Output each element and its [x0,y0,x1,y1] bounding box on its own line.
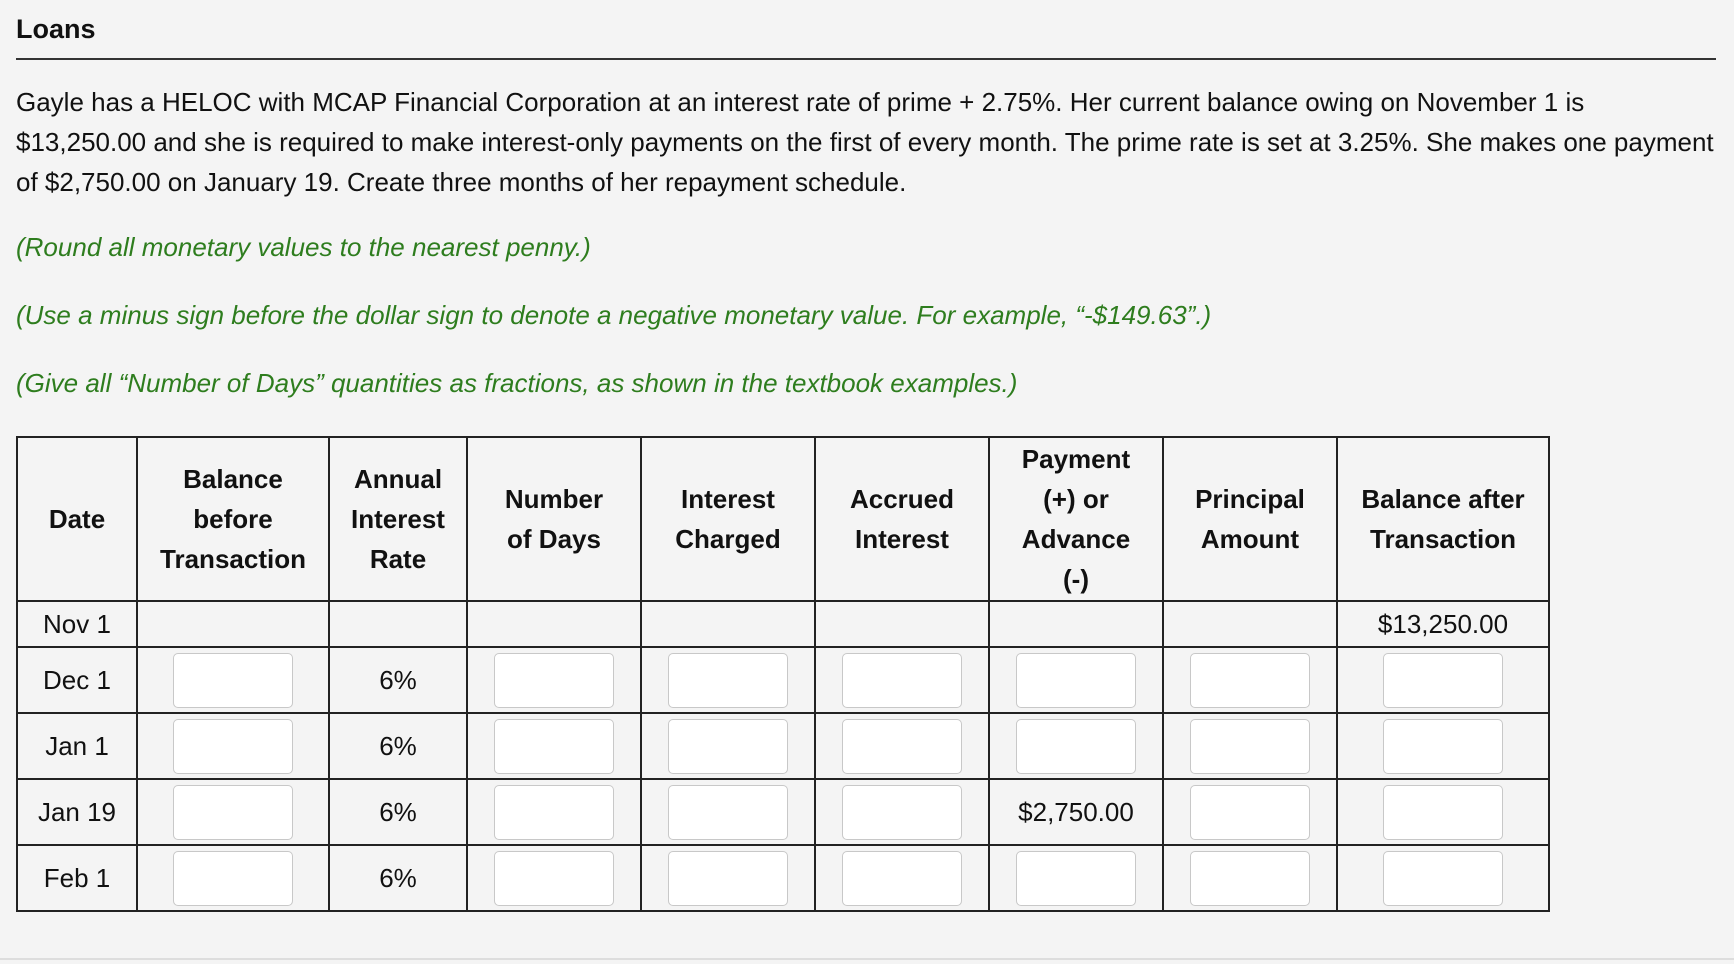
days-fraction-note: (Give all “Number of Days” quantities as fractions, as shown in the textbook examples.) [16,368,1018,398]
header-principal-amount: Principal Amount [1163,437,1337,601]
date-cell: Jan 1 [17,713,137,779]
payment-input[interactable] [1016,851,1136,906]
title-divider [16,58,1716,60]
table-row-feb-1 [17,845,1549,911]
table-header-row [17,437,1549,601]
interest-charged-input[interactable] [668,851,788,906]
interest-charged-input[interactable] [668,719,788,774]
accrued-interest-input[interactable] [842,785,962,840]
balance-after-input[interactable] [1383,653,1503,708]
negative-sign-note: (Use a minus sign before the dollar sign to denote a negative monetary value. For example, “-$149.63”.) [16,300,1212,330]
principal-cell [1163,601,1337,647]
principal-input[interactable] [1190,851,1310,906]
header-number-of-days: Number of Days [467,437,641,601]
header-accrued-interest: Accrued Interest [815,437,989,601]
principal-input[interactable] [1190,719,1310,774]
header-annual-rate: Annual Interest Rate [329,437,467,601]
balance-after-input[interactable] [1383,851,1503,906]
interest-charged-input[interactable] [668,653,788,708]
header-balance-before: Balance before Transaction [137,437,329,601]
rounding-note: (Round all monetary values to the nearest penny.) [16,232,591,262]
bottom-divider [0,958,1734,960]
header-balance-after: Balance after Transaction [1337,437,1549,601]
balance-after-input[interactable] [1383,785,1503,840]
date-cell: Feb 1 [17,845,137,911]
balance-after-cell: $13,250.00 [1337,601,1549,647]
days-input[interactable] [494,785,614,840]
principal-input[interactable] [1190,653,1310,708]
balance-after-input[interactable] [1383,719,1503,774]
repayment-schedule-table [16,436,1550,912]
table-row-jan-19 [17,779,1549,845]
balance-before-input[interactable] [173,719,293,774]
date-cell: Nov 1 [17,601,137,647]
header-date: Date [17,437,137,601]
header-interest-charged: Interest Charged [641,437,815,601]
problem-statement: Gayle has a HELOC with MCAP Financial Corporation at an interest rate of prime + 2.75%. Her current balance owing on November 1 is $13,250.00 and she is required to make interest-only payments on the first of every month. The prime rate is set at 3.25%. She makes one payment of $2,750.00 on January 19. Create three months of her repayment schedule. [16,87,1714,197]
header-payment-advance: Payment (+) or Advance (-) [989,437,1163,601]
rate-cell: 6% [329,647,467,713]
days-input[interactable] [494,653,614,708]
rate-cell [329,601,467,647]
days-cell [467,601,641,647]
page-title: Loans [16,14,96,44]
payment-cell: $2,750.00 [989,779,1163,845]
days-input[interactable] [494,719,614,774]
balance-before-cell [137,601,329,647]
date-cell: Dec 1 [17,647,137,713]
table-row-nov-1 [17,601,1549,647]
interest-charged-input[interactable] [668,785,788,840]
payment-input[interactable] [1016,653,1136,708]
payment-cell [989,601,1163,647]
table-row-dec-1 [17,647,1549,713]
date-cell: Jan 19 [17,779,137,845]
rate-cell: 6% [329,845,467,911]
interest-cell [641,601,815,647]
accrued-cell [815,601,989,647]
accrued-interest-input[interactable] [842,851,962,906]
accrued-interest-input[interactable] [842,653,962,708]
payment-input[interactable] [1016,719,1136,774]
balance-before-input[interactable] [173,785,293,840]
days-input[interactable] [494,851,614,906]
balance-before-input[interactable] [173,653,293,708]
rate-cell: 6% [329,779,467,845]
accrued-interest-input[interactable] [842,719,962,774]
principal-input[interactable] [1190,785,1310,840]
balance-before-input[interactable] [173,851,293,906]
rate-cell: 6% [329,713,467,779]
table-row-jan-1 [17,713,1549,779]
